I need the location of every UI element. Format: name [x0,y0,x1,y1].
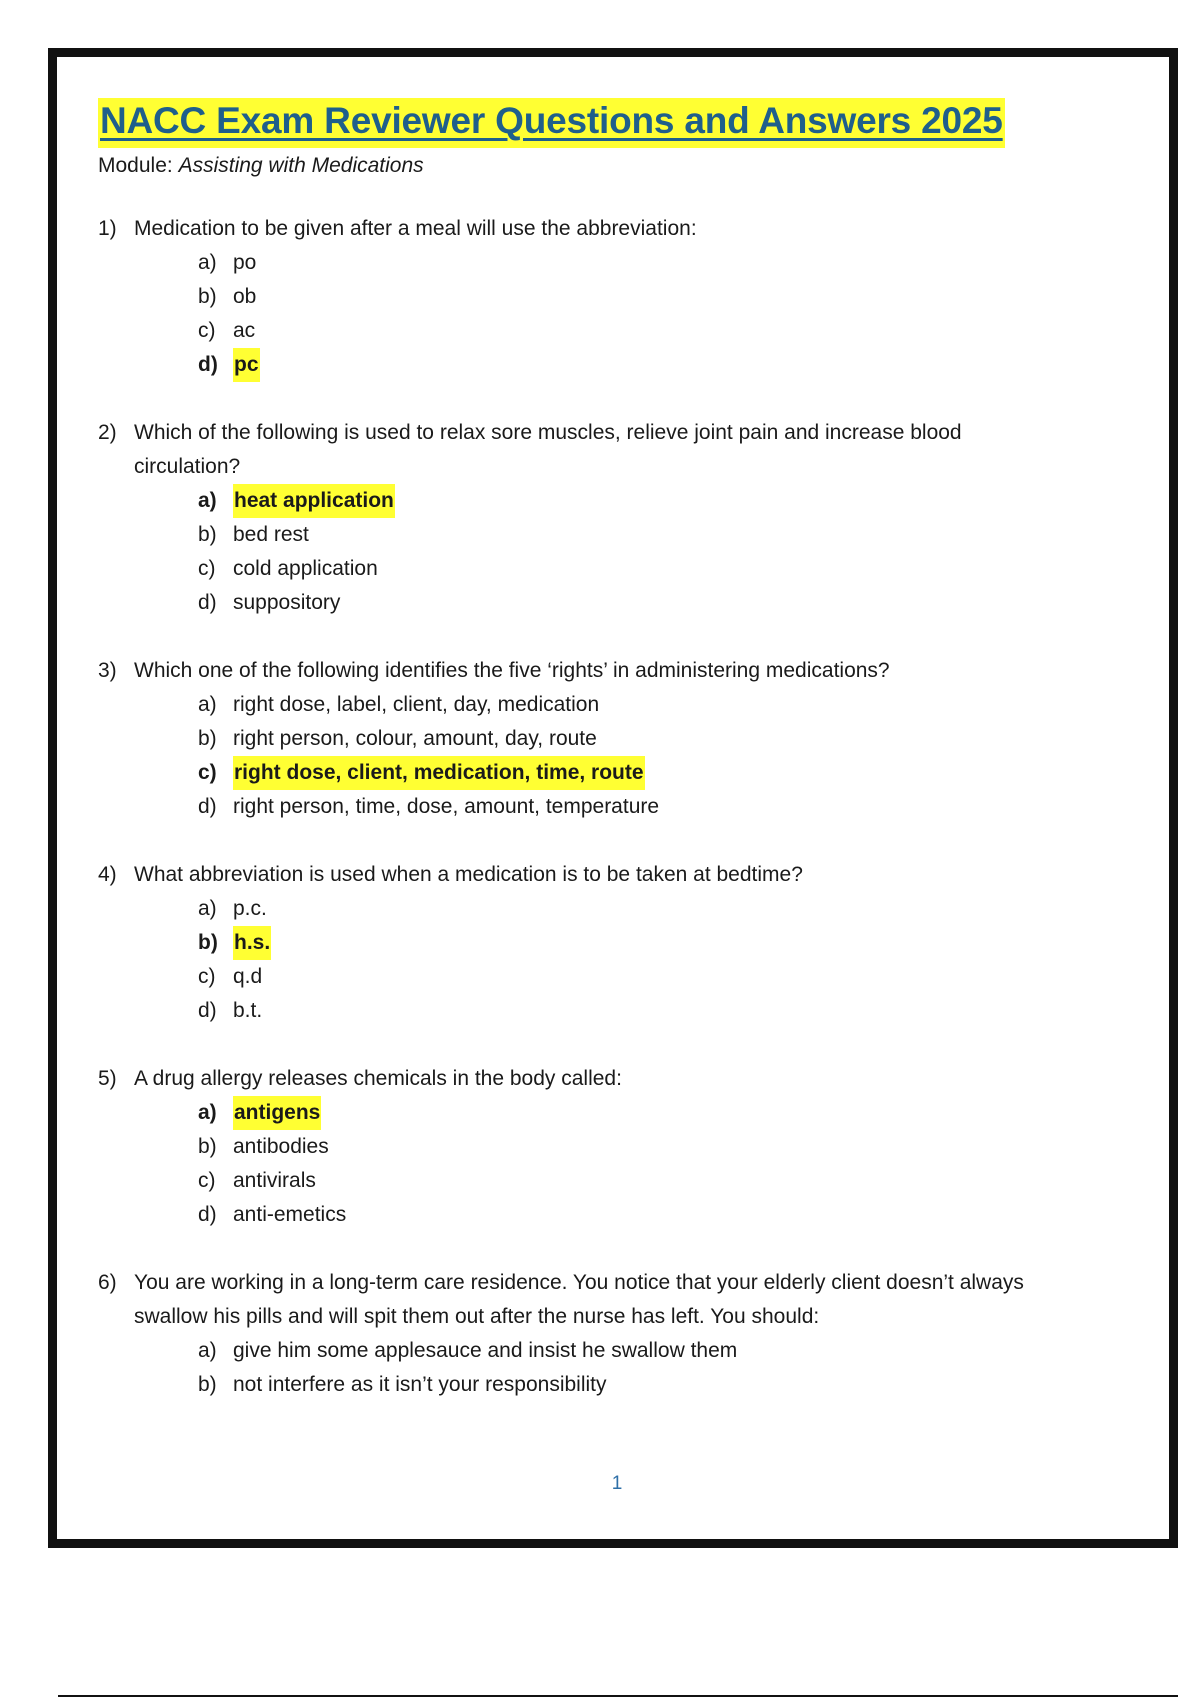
title-wrapper [98,98,1058,148]
option-text: suppository [233,591,341,614]
question-number: 3) [98,659,117,682]
option-letter: c) [198,1169,216,1192]
option-text: p.c. [233,897,267,920]
question-text: Which of the following is used to relax sore muscles, relieve joint pain and increase blood circulation? [134,421,962,478]
options-list [198,246,1058,382]
option-text: not interfere as it isn’t your responsibility [233,1373,607,1396]
option-d [198,994,1058,1028]
page-number: 1 [611,1473,623,1494]
options-list [198,1096,1058,1232]
option-b [198,518,1058,552]
option-text: antibodies [233,1135,329,1158]
option-letter: a) [198,251,217,274]
module-line [98,154,1058,178]
option-text: antivirals [233,1169,316,1192]
question-number: 1) [98,217,117,240]
option-c [198,552,1058,586]
option-letter: b) [198,523,217,546]
option-letter: c) [198,761,217,784]
option-a [198,892,1058,926]
question-text: Medication to be given after a meal will use the abbreviation: [134,217,697,240]
option-text: right person, time, dose, amount, temperature [233,795,660,818]
document-body [98,98,1058,1402]
option-c [198,960,1058,994]
option-text: right person, colour, amount, day, route [233,727,597,750]
option-text: po [233,251,257,274]
option-letter: d) [198,1203,217,1226]
option-letter: b) [198,727,217,750]
option-text: bed rest [233,523,309,546]
option-letter: d) [198,999,217,1022]
option-text: b.t. [233,999,263,1022]
question-stem [98,1266,1058,1334]
option-letter: c) [198,965,216,988]
correct-answer-highlight: right dose, client, medication, time, route [233,756,645,790]
module-name: Assisting with Medications [178,154,424,177]
option-text: ob [233,285,257,308]
question-number: 5) [98,1067,117,1090]
option-b-correct-answer [198,926,1058,960]
options-list [198,484,1058,620]
option-b [198,722,1058,756]
option-d [198,790,1058,824]
question-text: A drug allergy releases chemicals in the body called: [134,1067,622,1090]
option-letter: d) [198,795,217,818]
question-1 [98,212,1058,382]
question-3 [98,654,1058,824]
question-text: Which one of the following identifies the five ‘rights’ in administering medications? [134,659,890,682]
correct-answer-highlight: h.s. [233,926,271,960]
question-stem [98,858,1058,892]
document-title: NACC Exam Reviewer Questions and Answers 2025 [98,98,1005,148]
option-letter: d) [198,591,217,614]
module-label: Module: [98,154,173,177]
option-letter: c) [198,319,216,342]
option-letter: b) [198,285,217,308]
question-stem [98,416,1058,484]
option-letter: b) [198,931,218,954]
option-letter: a) [198,897,217,920]
question-stem [98,1062,1058,1096]
option-letter: c) [198,557,216,580]
option-a [198,688,1058,722]
option-text: right dose, label, client, day, medication [233,693,600,716]
correct-answer-highlight: antigens [233,1096,321,1130]
option-a-correct-answer [198,484,1058,518]
option-letter: a) [198,1101,217,1124]
option-c [198,314,1058,348]
option-text: q.d [233,965,263,988]
option-text: cold application [233,557,378,580]
option-a [198,1334,1058,1368]
option-d [198,1198,1058,1232]
option-d [198,586,1058,620]
correct-answer-highlight: pc [233,348,260,382]
question-4 [98,858,1058,1028]
option-letter: d) [198,353,218,376]
question-5 [98,1062,1058,1232]
option-letter: a) [198,489,217,512]
option-a [198,246,1058,280]
option-b [198,1130,1058,1164]
option-c-correct-answer [198,756,1058,790]
question-2 [98,416,1058,620]
option-letter: a) [198,693,217,716]
option-text: anti-emetics [233,1203,347,1226]
question-stem [98,654,1058,688]
options-list [198,892,1058,1028]
option-c [198,1164,1058,1198]
option-d-correct-answer [198,348,1058,382]
option-a-correct-answer [198,1096,1058,1130]
option-letter: a) [198,1339,217,1362]
option-text: give him some applesauce and insist he swallow them [233,1339,738,1362]
question-text: You are working in a long-term care residence. You notice that your elderly client doesn’t always swallow his pills and will spit them out after the nurse has left. You should: [134,1271,1024,1328]
next-page-top-border [58,1695,1178,1697]
option-letter: b) [198,1373,217,1396]
question-number: 6) [98,1271,117,1294]
option-text: ac [233,319,256,342]
question-number: 4) [98,863,117,886]
question-text: What abbreviation is used when a medication is to be taken at bedtime? [134,863,803,886]
question-6 [98,1266,1058,1402]
correct-answer-highlight: heat application [233,484,395,518]
options-list [198,1334,1058,1402]
question-number: 2) [98,421,117,444]
options-list [198,688,1058,824]
option-b [198,280,1058,314]
option-letter: b) [198,1135,217,1158]
option-b [198,1368,1058,1402]
question-stem [98,212,1058,246]
